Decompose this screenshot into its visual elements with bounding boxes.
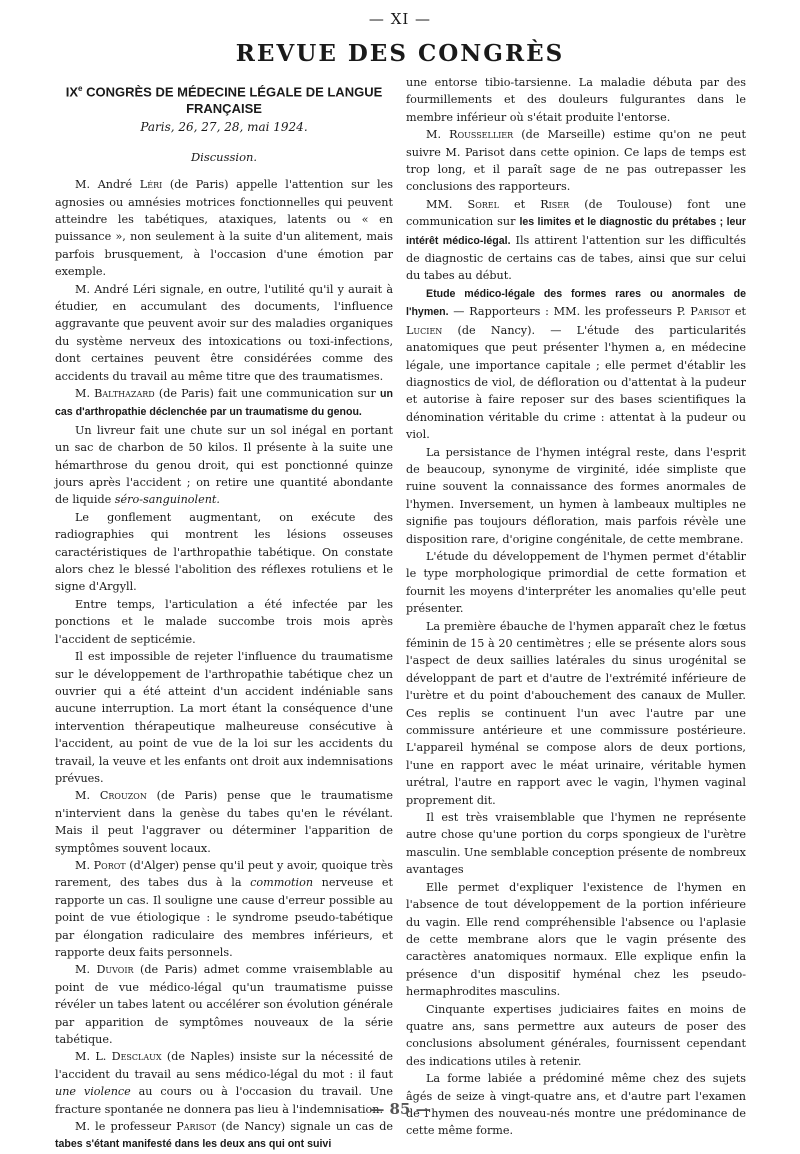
paragraph: une entorse tibio-tarsienne. La maladie débuta par des fourmillements et des douleurs fulgurantes dans le membre inférieur où s'était produite l'entorse.: [406, 76, 746, 124]
paragraph: Cinquante expertises judiciaires faites en moins de quatre ans, sans permettre aux auteurs de poser des conclusions absolument générales, fournissent cependant des indications utiles à retenir.: [406, 1002, 746, 1068]
paragraph: M. André Léri signale, en outre, l'utilité qu'il y aurait à étudier, en accumulant des documents, l'influence aggravante que peuvent avoir sur des maladies organiques du système nerveux des intoxications ou toxi-infections, dont certaines peuvent être considérées comme des accidents du travail au même titre que des traumatismes.: [55, 282, 393, 383]
paragraph: Elle permet d'expliquer l'existence de l'hymen en l'absence de tout développement de la portion inférieure du vagin. Elle rend compréhensible l'absence ou l'aplasie de cette membrane alors que le vagin présente des caractères anatomiques normaux. Elle explique enfin la présence d'un dispositif hyménal chez les pseudo-hermaphrodites masculins.: [406, 880, 746, 999]
paragraph: Il est impossible de rejeter l'influence du traumatisme sur le développement de l'arthropathie tabétique chez un ouvrier qui a été atteint d'un accident indéniable sans aucune interruption. La mort étant la conséquence d'une intervention thérapeutique malheureuse consécutive à l'accident, au point de vue de la loi sur les accidents du travail, la veuve et les enfants ont droit aux indemnisations prévues.: [55, 650, 393, 785]
paragraph: M. Balthazard (de Paris) fait une communication sur un cas d'arthropathie déclenchée par un traumatisme du genou.: [55, 387, 393, 419]
paragraph: M. le professeur Parisot (de Nancy) signale un cas de tabes s'étant manifesté dans les deux ans qui ont suivi: [55, 1120, 393, 1151]
paragraph: M. Crouzon (de Paris) pense que le traumatisme n'intervient dans la genèse du tabes qu'en le révélant. Mais il peut l'aggraver ou déterminer l'apparition de symptômes souvent locaux.: [55, 789, 393, 855]
paragraph: Un livreur fait une chute sur un sol inégal en portant un sac de charbon de 50 kilos. Il présente à la suite une hémarthrose du genou droit, qui est ponctionné quinze jours après l'accident ; on retire une quantité abondante de liquide séro-sanguinolent.: [55, 423, 393, 507]
congress-date: Paris, 26, 27, 28, mai 1924.: [140, 120, 308, 135]
paragraph: Il est très vraisemblable que l'hymen ne représente autre chose qu'une portion du corps spongieux de l'urètre masculin. Une semblable conception présente de nombreux avantages: [406, 811, 746, 877]
footer-page-number: — 85 —: [369, 1100, 431, 1118]
page-number: — XI —: [368, 10, 432, 28]
heading-roman: IX: [65, 84, 79, 100]
paragraph: M. Roussellier (de Marseille) estime qu'on ne peut suivre M. Parisot dans cette opinion. Ce laps de temps est trop long, et il paraît sage de ne pas outrepasser les conclusions des rapporteurs.: [406, 128, 746, 194]
paragraph: La forme labiée a prédominé même chez des sujets âgés de seize à vingt-quatre ans, et d'autre part l'examen de l'hymen des nouveau-nés montre une prédominance de cette même forme.: [406, 1072, 746, 1138]
left-column: [55, 74, 393, 1154]
heading-sup: e: [78, 84, 83, 93]
paragraph: L'étude du développement de l'hymen permet d'établir le type morphologique primordial de cette formation et fournit les moyens d'interpréter les anomalies qu'elle peut présenter.: [406, 549, 746, 616]
page-title: REVUE DES CONGRÈS: [235, 40, 565, 67]
paragraph: M. L. Desclaux (de Naples) insiste sur la nécessité de l'accident du travail au sens médico-légal du mot : il faut une violence au cours ou à l'occasion du travail. Une fracture spontanée ne donnera pas lieu à l'indemnisation.: [55, 1050, 394, 1116]
paragraph: La persistance de l'hymen intégral reste, dans l'esprit de beaucoup, synonyme de virginité, idée simpliste que ruine souvent la connaissance des formes anormales de l'hymen. Inversement, un hymen à lambeaux multiples ne signifie pas toujours défloration, mais parfois révèle une disposition rare, d'origine congénitale, de cette membrane.: [406, 445, 746, 546]
paragraph: Le gonflement augmentant, on exécute des radiographies qui montrent les lésions osseuses caractéristiques de l'arthropathie tabétique. On constate alors chez le blessé l'abolition des réflexes rotuliens et le signe d'Argyll.: [55, 510, 393, 594]
congress-heading: [55, 80, 393, 117]
paragraph: M. André Léri (de Paris) appelle l'attention sur les agnosies ou amnésies motrices fonctionnelles qui peuvent atteindre les tabétiques, ataxiques, latents ou « en puissance », non seulement à la suite d'un alitement, mais parfois brusquement, à l'occasion d'une émotion par exemple.: [55, 178, 393, 279]
paragraph: La première ébauche de l'hymen apparaît chez le fœtus féminin de 15 à 20 centimètres ; elle se présente alors sous l'aspect de deux saillies latérales du sinus urogénital se développant de part et d'autre de l'extrémité inférieure de l'urètre et du point d'abouchement des canaux de Muller. Ces replis se continuent l'un avec l'autre par une commissure antérieure et une commissure postérieure. L'appareil hyménal se compose alors de deux portions, l'une en rapport avec le méat urinaire, véritable hymen urétral, l'autre en rapport avec le vagin, l'hymen vaginal proprement dit.: [406, 619, 746, 807]
paragraph: Entre temps, l'articulation a été infectée par les ponctions et le malade succombe trois mois après l'accident de septicémie.: [55, 597, 393, 646]
paragraph: M. Duvoir (de Paris) admet comme vraisemblable au point de vue médico-légal qu'un traumatisme puisse révéler un tabes latent ou accélérer son évolution générale par apparition de symptômes nouveaux de la série tabétique.: [55, 963, 393, 1047]
paragraph: M. Porot (d'Alger) pense qu'il peut y avoir, quoique très rarement, des tabes dus à la commotion nerveuse et rapporte un cas. Il souligne une cause d'erreur possible au point de vue étiologique : le syndrome pseudo-tabétique par élongation radiculaire des membres inférieurs, et rapporte deux faits personnels.: [55, 858, 393, 960]
paragraph: MM. Sorel et Riser (de Toulouse) font une communication sur les limites et le diagnostic du prétabes ; leur intérêt médico-légal. Ils attirent l'attention sur les difficultés de diagnostic de certains cas de tabes, ainsi que sur celui du tabes au début.: [406, 197, 746, 283]
right-column: [406, 74, 746, 1140]
heading-text: CONGRÈS DE MÉDECINE LÉGALE DE LANGUE FRANÇAISE: [82, 84, 383, 117]
discussion-heading: Discussion.: [190, 149, 258, 164]
paragraph: Etude médico-légale des formes rares ou anormales de l'hymen. — Rapporteurs : MM. les professeurs P. Parisot et Lucien (de Nancy). — L'étude des particularités anatomiques que peut présenter l'hymen a, en médecine légale, une importance capitale ; elle permet d'établir les diagnostics de viol, de défloration ou d'attentat à la pudeur et autorise à faire reposer sur des bases scientifiques la dénomination véritable du crime : attentat à la pudeur ou viol.: [406, 287, 746, 442]
